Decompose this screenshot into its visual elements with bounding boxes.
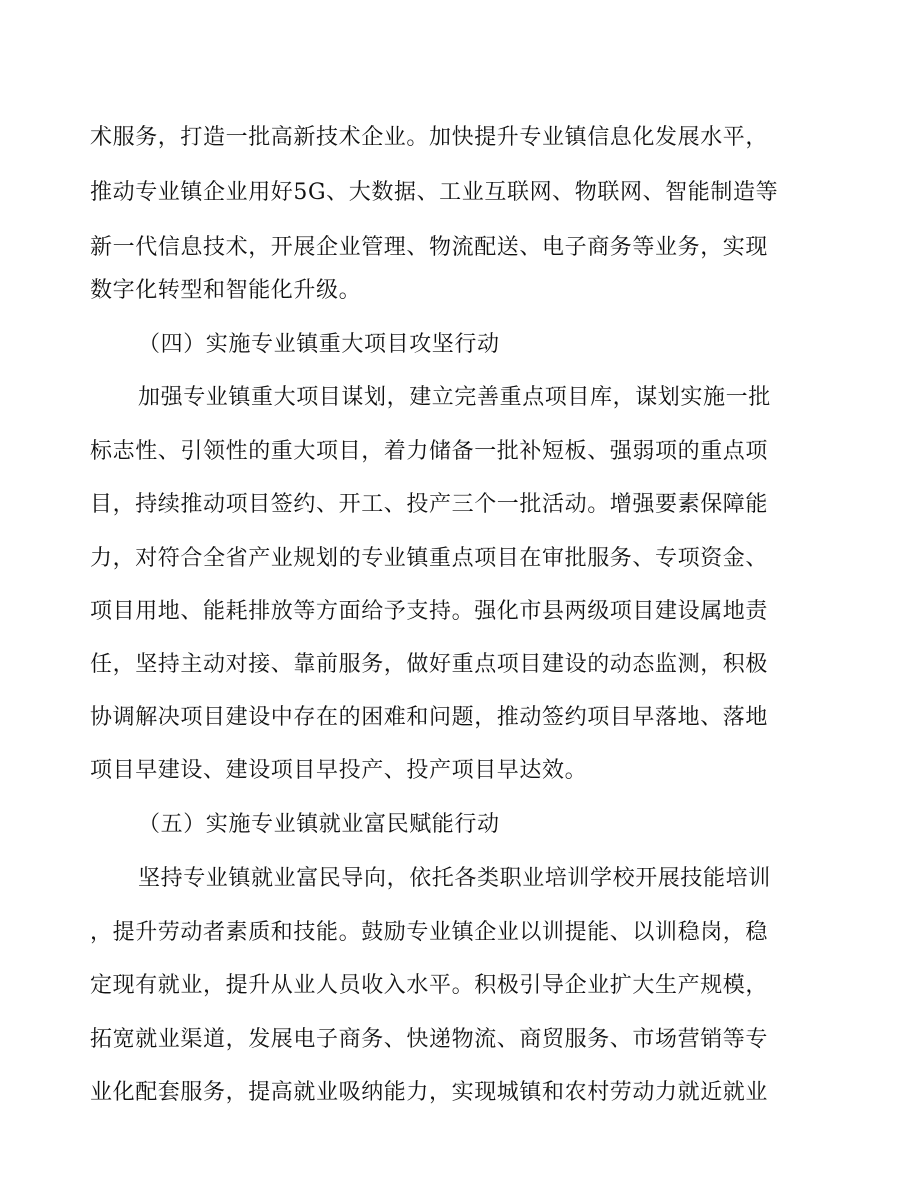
- paragraph-line: 数字化转型和智能化升级。: [90, 278, 362, 303]
- paragraph-line: 业化配套服务，提高就业吸纳能力，实现城镇和农村劳动力就近就业: [90, 1080, 769, 1105]
- paragraph-line: 推动专业镇企业用好5G、大数据、工业互联网、物联网、智能制造等: [90, 180, 779, 205]
- paragraph-line: 任，坚持主动对接、靠前服务，做好重点项目建设的动态监测，积极: [90, 652, 769, 677]
- section-heading: （五）实施专业镇就业富民赋能行动: [138, 812, 500, 837]
- paragraph-line: 拓宽就业渠道，发展电子商务、快递物流、商贸服务、市场营销等专: [90, 1027, 769, 1052]
- paragraph-line: 定现有就业，提升从业人员收入水平。积极引导企业扩大生产规模，: [90, 973, 769, 998]
- paragraph-line: 目，持续推动项目签约、开工、投产三个一批活动。增强要素保障能: [90, 492, 769, 517]
- section-heading: （四）实施专业镇重大项目攻坚行动: [138, 332, 500, 357]
- paragraph-line: 力，对符合全省产业规划的专业镇重点项目在审批服务、专项资金、: [90, 546, 769, 571]
- paragraph-line: ，提升劳动者素质和技能。鼓励专业镇企业以训提能、以训稳岗，稳: [90, 920, 769, 945]
- paragraph-line: 标志性、引领性的重大项目，着力储备一批补短板、强弱项的重点项: [90, 439, 769, 464]
- paragraph-line: 协调解决项目建设中存在的困难和问题，推动签约项目早落地、落地: [90, 705, 769, 730]
- paragraph-line: 术服务，打造一批高新技术企业。加快提升专业镇信息化发展水平，: [90, 125, 769, 150]
- paragraph-line: 新一代信息技术，开展企业管理、物流配送、电子商务等业务，实现: [90, 235, 769, 260]
- paragraph-line: 项目用地、能耗排放等方面给予支持。强化市县两级项目建设属地责: [90, 599, 769, 624]
- paragraph-line: 项目早建设、建设项目早投产、投产项目早达效。: [90, 758, 588, 783]
- paragraph-line: 坚持专业镇就业富民导向，依托各类职业培训学校开展技能培训: [138, 866, 771, 891]
- paragraph-line: 加强专业镇重大项目谋划，建立完善重点项目库，谋划实施一批: [138, 385, 771, 410]
